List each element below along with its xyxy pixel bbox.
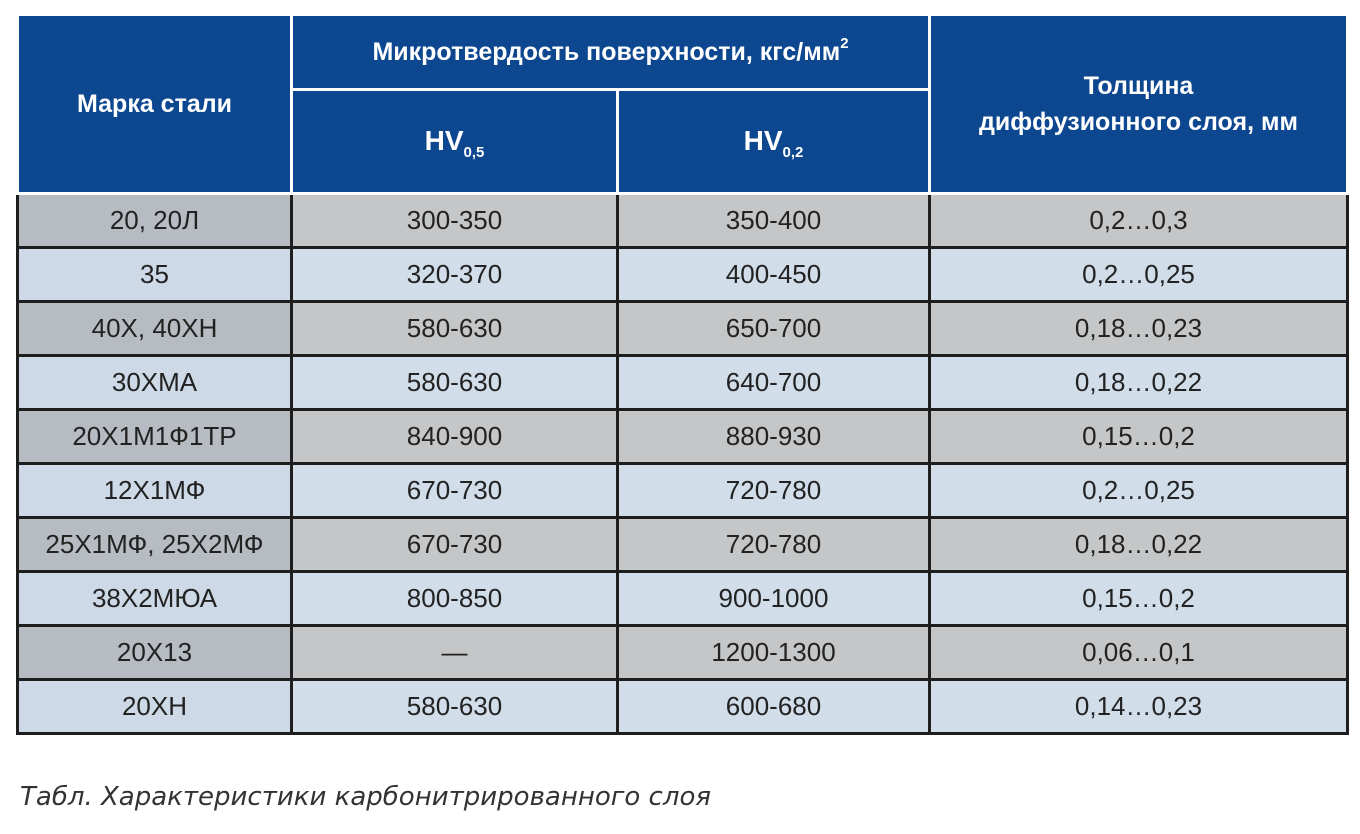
header-thickness-line2: диффузионного слоя, мм xyxy=(979,108,1298,136)
cell-hv05: 800-850 xyxy=(292,572,618,626)
cell-grade: 12Х1МФ xyxy=(18,464,292,518)
cell-hv05: 580-630 xyxy=(292,356,618,410)
cell-hv02: 880-930 xyxy=(618,410,930,464)
cell-hv02: 720-780 xyxy=(618,464,930,518)
table-row xyxy=(18,626,1348,680)
cell-hv02: 400-450 xyxy=(618,248,930,302)
header-microhardness xyxy=(292,15,930,90)
cell-grade: 20Х13 xyxy=(18,626,292,680)
cell-thickness: 0,06…0,1 xyxy=(930,626,1348,680)
table-row xyxy=(18,518,1348,572)
cell-grade: 20ХН xyxy=(18,680,292,734)
cell-hv05: 320-370 xyxy=(292,248,618,302)
cell-thickness: 0,18…0,22 xyxy=(930,356,1348,410)
header-steel-grade: Марка стали xyxy=(18,15,292,194)
cell-hv02: 900-1000 xyxy=(618,572,930,626)
table-row xyxy=(18,680,1348,734)
cell-thickness: 0,2…0,25 xyxy=(930,464,1348,518)
table-caption: Табл. Характеристики карбонитрированного слоя xyxy=(20,782,712,812)
table-row xyxy=(18,464,1348,518)
cell-grade: 40Х, 40ХН xyxy=(18,302,292,356)
cell-hv02: 600-680 xyxy=(618,680,930,734)
cell-hv02: 350-400 xyxy=(618,194,930,248)
cell-hv05: 670-730 xyxy=(292,464,618,518)
cell-thickness: 0,2…0,3 xyxy=(930,194,1348,248)
table-row xyxy=(18,194,1348,248)
cell-hv05: — xyxy=(292,626,618,680)
header-hv02 xyxy=(618,90,930,194)
header-thickness xyxy=(930,15,1348,194)
cell-hv05: 670-730 xyxy=(292,518,618,572)
cell-thickness: 0,14…0,23 xyxy=(930,680,1348,734)
cell-thickness: 0,18…0,23 xyxy=(930,302,1348,356)
cell-grade: 35 xyxy=(18,248,292,302)
cell-hv02: 720-780 xyxy=(618,518,930,572)
cell-hv02: 650-700 xyxy=(618,302,930,356)
cell-hv05: 840-900 xyxy=(292,410,618,464)
cell-hv02: 640-700 xyxy=(618,356,930,410)
cell-grade: 38Х2МЮА xyxy=(18,572,292,626)
table-header xyxy=(18,15,1348,194)
header-thickness-line1: Толщина xyxy=(1083,71,1194,100)
cell-hv05: 580-630 xyxy=(292,302,618,356)
cell-thickness: 0,15…0,2 xyxy=(930,410,1348,464)
cell-hv02: 1200-1300 xyxy=(618,626,930,680)
header-hv05-main: HV xyxy=(424,125,464,157)
cell-grade: 25Х1МФ, 25Х2МФ xyxy=(18,518,292,572)
header-hv05-sub: 0,5 xyxy=(463,144,485,162)
cell-grade: 20, 20Л xyxy=(18,194,292,248)
header-hv02-sub: 0,2 xyxy=(782,144,804,162)
header-microhardness-text: Микротвердость поверхности, кгс/мм xyxy=(372,37,841,66)
header-microhardness-sup: 2 xyxy=(840,34,849,52)
carbonitriding-table xyxy=(16,13,1349,735)
header-hv02-main: HV xyxy=(743,125,783,157)
cell-grade: 20Х1М1Ф1ТР xyxy=(18,410,292,464)
table-row xyxy=(18,248,1348,302)
table-container xyxy=(16,13,1346,735)
header-hv05 xyxy=(292,90,618,194)
cell-hv05: 580-630 xyxy=(292,680,618,734)
table-row xyxy=(18,302,1348,356)
table-body xyxy=(18,194,1348,734)
table-row xyxy=(18,410,1348,464)
cell-thickness: 0,2…0,25 xyxy=(930,248,1348,302)
table-row xyxy=(18,356,1348,410)
cell-hv05: 300-350 xyxy=(292,194,618,248)
cell-thickness: 0,18…0,22 xyxy=(930,518,1348,572)
table-row xyxy=(18,572,1348,626)
cell-thickness: 0,15…0,2 xyxy=(930,572,1348,626)
cell-grade: 30ХМА xyxy=(18,356,292,410)
